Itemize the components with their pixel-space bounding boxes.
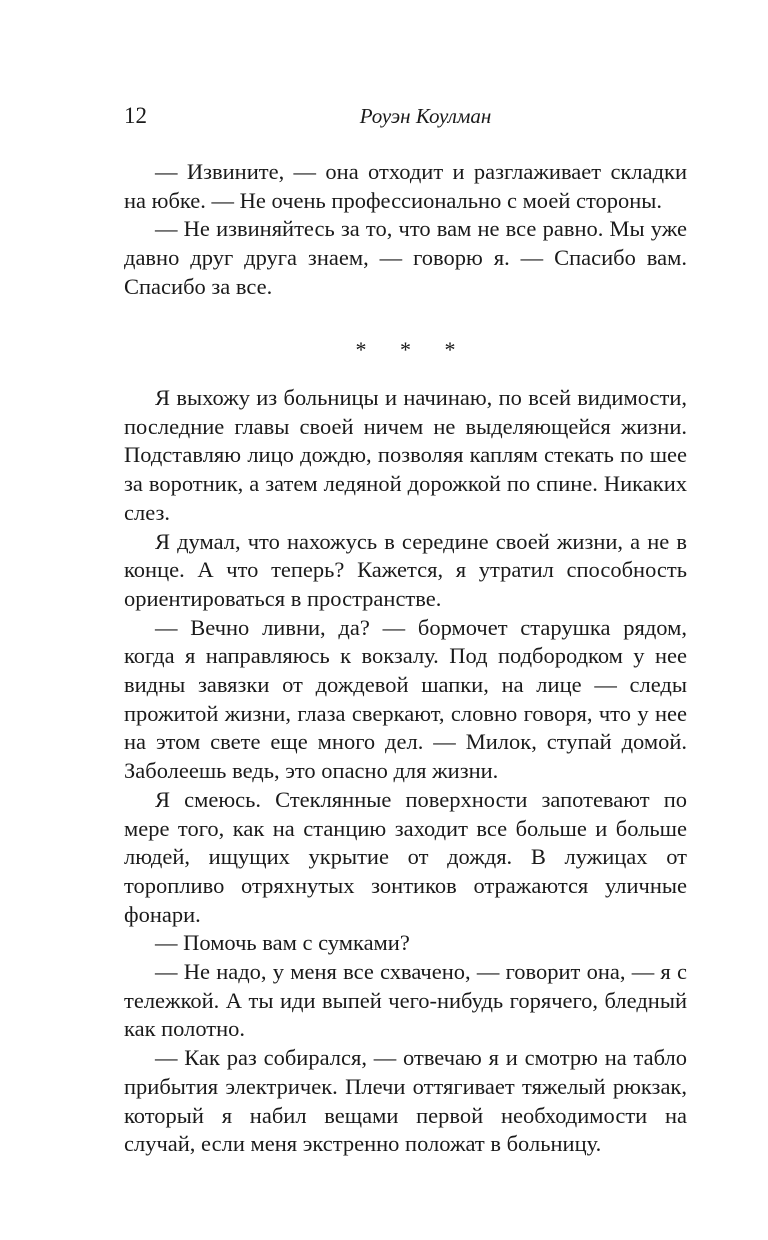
running-head (124, 101, 687, 133)
paragraph: — Вечно ливни, да? — бормочет старушка рядом, когда я направляюсь к вокзалу. Под подбородком у нее видны завязки от дождевой шапки, на лице — следы прожитой жизни, глаза сверкают, словно говоря, что у нее на этом свете еще много дел. — Милок, ступай домой. Заболеешь ведь, это опасно для жизни. (124, 614, 687, 784)
page-number: 12 (124, 103, 147, 128)
section-separator: * * * (355, 337, 470, 362)
paragraph: — Не извиняйтесь за то, что вам не все равно. Мы уже давно друг друга знаем, — говорю я. — Спасибо вам. Спасибо за все. (124, 216, 687, 299)
paragraph: — Помочь вам с сумками? (155, 930, 410, 956)
paragraph: Я выхожу из больницы и начинаю, по всей видимости, последние главы своей ничем не выделяющейся жизни. Подставляю лицо дождю, позволяя каплям стекать по шее за воротник, а затем ледяной дорожкой по спине. Никаких слез. (124, 385, 687, 525)
paragraph: Я думал, что нахожусь в середине своей жизни, а не в конце. А что теперь? Кажется, я утратил способность ориентироваться в пространстве. (124, 528, 687, 611)
text-section-two (124, 384, 687, 1159)
paragraph: — Как раз собирался, — отвечаю я и смотрю на табло прибытия электричек. Плечи оттягивает тяжелый рюкзак, который я набил вещами первой необходимости на случай, если меня экстренно положат в больницу. (124, 1045, 687, 1157)
text-section-one (124, 158, 687, 302)
paragraph: — Извините, — она отходит и разглаживает складки на юбке. — Не очень профессионально с моей стороны. (124, 159, 687, 213)
paragraph: — Не надо, у меня все схвачено, — говорит она, — я с тележкой. А ты иди выпей чего-нибудь горячего, бледный как полотно. (124, 959, 687, 1042)
paragraph: Я смеюсь. Стеклянные поверхности запотевают по мере того, как на станцию заходит все больше и больше людей, ищущих укрытие от дождя. В лужицах от торопливо отряхнутых зонтиков отражаются уличные фонари. (124, 786, 687, 927)
running-title: Роуэн Коулман (359, 104, 492, 128)
